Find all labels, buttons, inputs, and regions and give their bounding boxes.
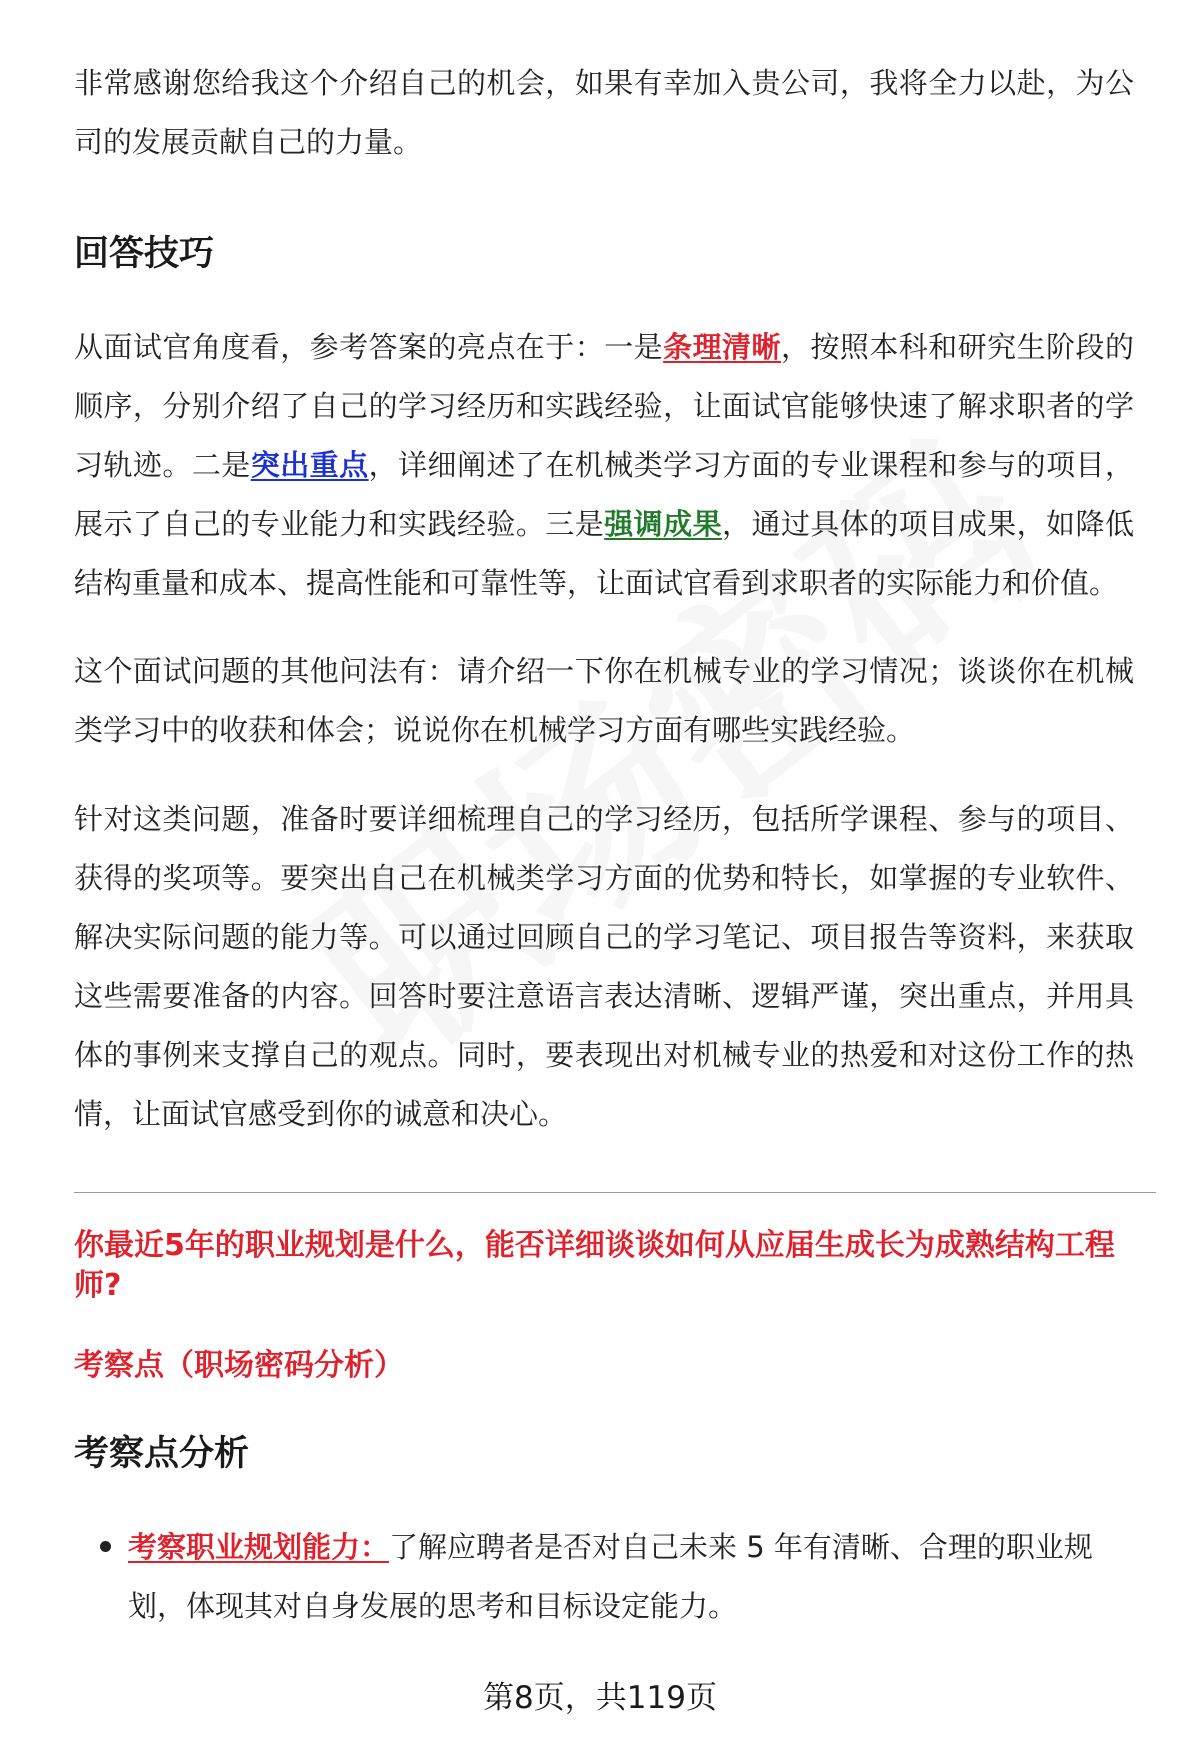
section-heading-answer-tips: 回答技巧 [74, 234, 215, 274]
bullet-dot-icon [100, 1541, 111, 1552]
answer-tips-paragraph-1 [74, 318, 1134, 613]
answer-tips-paragraph-3: 针对这类问题，准备时要详细梳理自己的学习经历，包括所学课程、参与的项目、获得的奖项等。要突出自己在机械类学习方面的优势和特长，如掌握的专业软件、解决实际问题的能力等。可以通过回顾自己的学习笔记、项目报告等资料，来获取这些需要准备的内容。回答时要注意语言表达清晰、逻辑严谨，突出重点，并用具体的事例来支撑自己的观点。同时，要表现出对机械专业的热爱和对这份工作的热情，让面试官感受到你的诚意和决心。 [74, 802, 1134, 1131]
p1-text-2: ，按照本科和研究生阶段的顺序，分别介绍了自己的学习经历和实践经验，让面试官能够快速了解求职者的学习轨迹。二是 [74, 330, 1134, 482]
intro-closing-paragraph: 非常感谢您给我这个介绍自己的机会，如果有幸加入贵公司，我将全力以赴，为公司的发展贡献自己的力量。 [74, 66, 1134, 159]
p1-text-3: ，详细阐述了在机械类学习方面的专业课程和参与的项目，展示了自己的专业能力和实践经验。三是 [74, 448, 1134, 541]
kaocha-label: 考察点（职场密码分析） [74, 1348, 404, 1383]
highlight-key-points: 突出重点 [250, 448, 369, 482]
section-divider [74, 1192, 1156, 1193]
p1-text-4: ，通过具体的项目成果，如降低结构重量和成本、提高性能和可靠性等，让面试官看到求职者的实际能力和价值。 [74, 507, 1134, 600]
bullet-text [128, 1518, 1134, 1636]
question-title: 你最近5年的职业规划是什么，能否详细谈谈如何从应届生成长为成熟结构工程师? [74, 1228, 1115, 1303]
analysis-bullet-1 [74, 1518, 1134, 1636]
answer-tips-paragraph-2: 这个面试问题的其他问法有：请介绍一下你在机械专业的学习情况；谈谈你在机械类学习中的收获和体会；说说你在机械学习方面有哪些实践经验。 [74, 654, 1134, 747]
page-footer: 第8页，共119页 [483, 1680, 717, 1716]
highlight-logical: 条理清晰 [663, 330, 781, 364]
bullet-body: 了解应聘者是否对自己未来 5 年有清晰、合理的职业规划，体现其对自身发展的思考和目标设定能力。 [128, 1530, 1093, 1623]
p1-text-1: 从面试官角度看，参考答案的亮点在于：一是 [74, 330, 664, 364]
analysis-heading: 考察点分析 [74, 1434, 250, 1474]
highlight-results: 强调成果 [604, 507, 723, 541]
bullet-label: 考察职业规划能力： [128, 1530, 390, 1564]
